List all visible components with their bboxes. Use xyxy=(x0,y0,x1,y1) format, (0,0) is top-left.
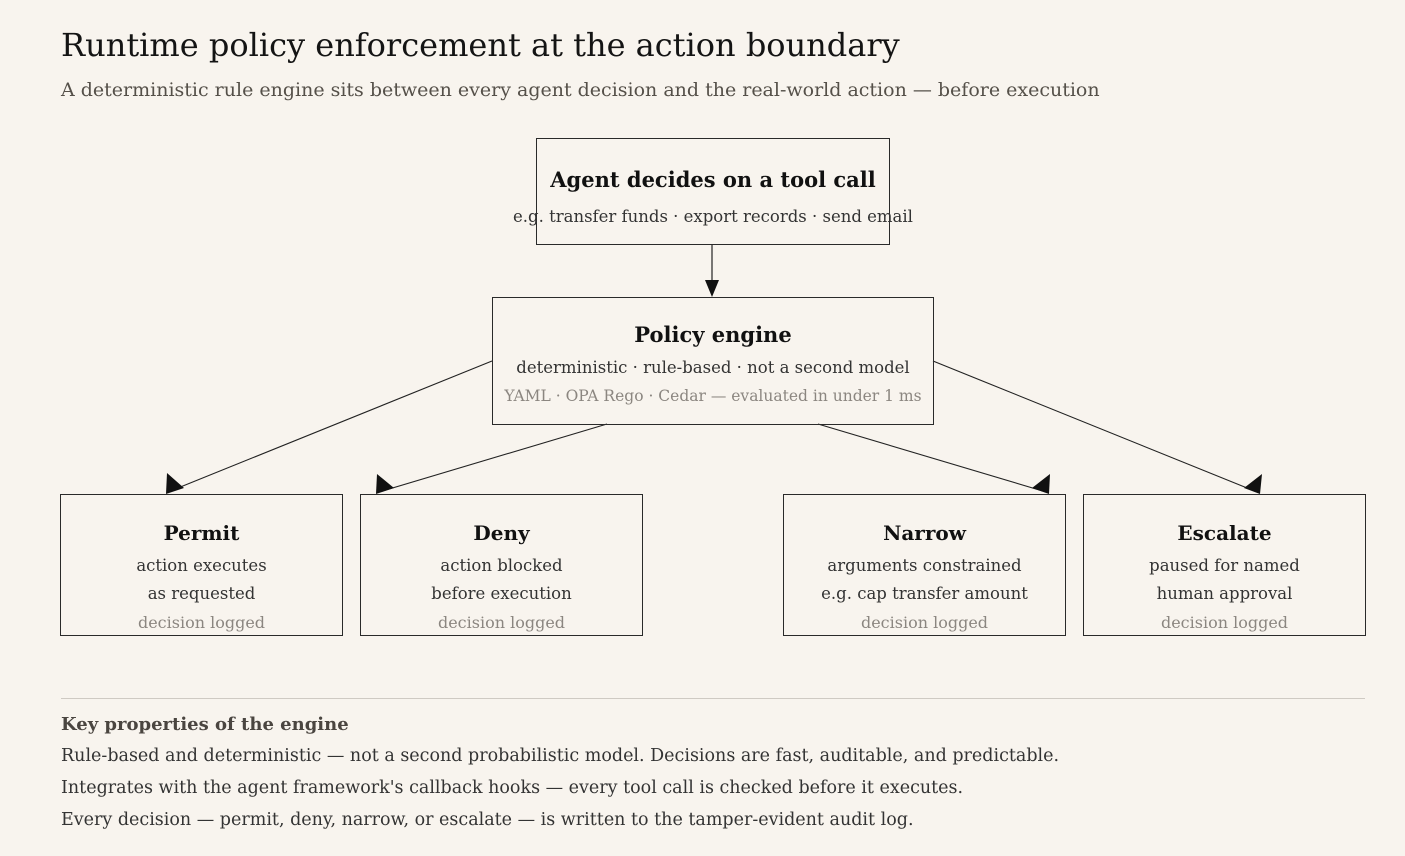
key-property-item: Every decision — permit, deny, narrow, or escalate — is written to the tamper-evident audit log. xyxy=(61,810,914,830)
policy-engine-title: Policy engine xyxy=(634,322,792,347)
page-title: Runtime policy enforcement at the action boundary xyxy=(61,26,900,64)
outcome-line: e.g. cap transfer amount xyxy=(821,584,1028,603)
outcome-note: decision logged xyxy=(137,613,266,632)
outcome-line: action blocked xyxy=(440,556,563,575)
outcome-note: decision logged xyxy=(1160,613,1289,632)
outcome-escalate xyxy=(1083,494,1366,636)
arrowhead-permit xyxy=(166,473,184,494)
outcome-title: Narrow xyxy=(883,521,966,545)
arrowhead-deny xyxy=(376,474,394,494)
agent-node xyxy=(513,138,913,245)
outcome-line: paused for named xyxy=(1149,556,1300,575)
section-divider xyxy=(61,698,1365,699)
agent-node-examples: e.g. transfer funds · export records · send email xyxy=(513,207,913,226)
policy-engine-node xyxy=(492,297,934,425)
arrowhead-narrow xyxy=(1032,474,1050,494)
outcome-title: Deny xyxy=(473,521,530,545)
outcome-note: decision logged xyxy=(860,613,989,632)
page-subtitle: A deterministic rule engine sits between every agent decision and the real-world action — before execution xyxy=(61,79,1100,101)
edge-engine-to-deny xyxy=(379,424,607,492)
outcome-title: Escalate xyxy=(1177,521,1272,545)
arrowhead-escalate xyxy=(1244,474,1262,494)
policy-engine-description: deterministic · rule-based · not a second model xyxy=(516,358,910,377)
outcome-line: arguments constrained xyxy=(827,556,1022,575)
outcome-line: human approval xyxy=(1156,584,1293,603)
arrowhead-engine xyxy=(705,280,719,297)
edge-engine-to-narrow xyxy=(818,424,1046,492)
key-property-item: Rule-based and deterministic — not a second probabilistic model. Decisions are fast, auditable, and predictable. xyxy=(61,746,1060,766)
outcome-deny xyxy=(360,494,643,636)
agent-node-title: Agent decides on a tool call xyxy=(550,167,876,192)
outcome-line: before execution xyxy=(431,584,572,603)
policy-engine-languages: YAML · OPA Rego · Cedar — evaluated in under 1 ms xyxy=(504,387,922,405)
outcome-note: decision logged xyxy=(437,613,566,632)
key-property-item: Integrates with the agent framework's callback hooks — every tool call is checked before it executes. xyxy=(61,778,964,798)
outcome-title: Permit xyxy=(163,521,240,545)
key-properties-heading: Key properties of the engine xyxy=(61,714,349,735)
outcome-line: action executes xyxy=(136,556,267,575)
outcome-line: as requested xyxy=(147,584,256,603)
